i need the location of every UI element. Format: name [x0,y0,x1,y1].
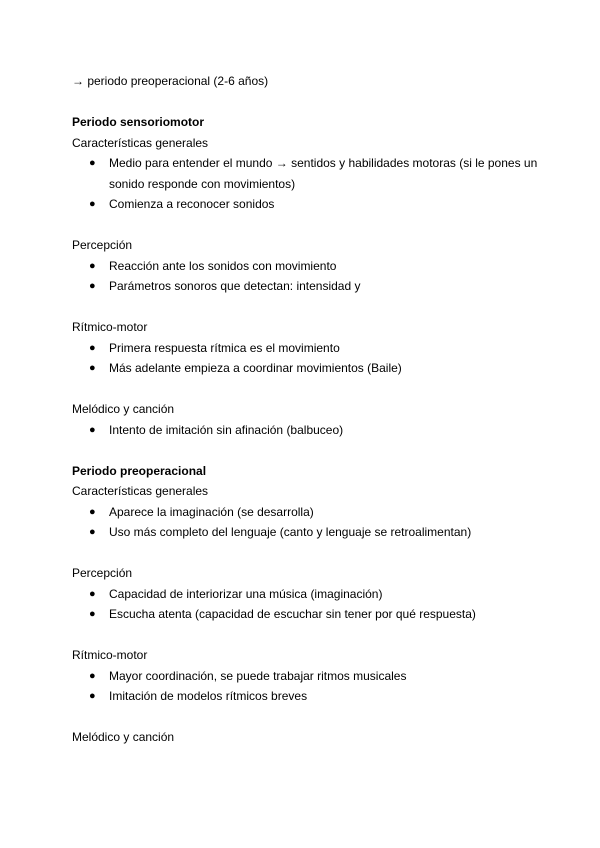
list-item-text: Mayor coordinación, se puede trabajar ritmos musicales [109,668,407,683]
spacer [72,92,572,113]
list-item-text: Intento de imitación sin afinación (balbuceo) [109,422,344,437]
bullet-list [72,338,572,379]
list-item [72,194,565,215]
section-heading: Rítmico-motor [72,648,148,662]
bullet-icon: ● [89,608,96,620]
bullet-icon: ● [89,587,96,600]
list-item-text: Imitación de modelos rítmicos breves [109,689,308,703]
spacer [72,543,572,564]
list-item [72,338,565,359]
list-item [72,276,565,297]
list-item-text: Reacción ante los sonidos con movimiento [109,258,337,273]
list-item-text: Más adelante empieza a coordinar movimientos (Baile) [109,361,402,375]
bullet-icon: ● [89,690,96,702]
section-heading: Melódico y canción [72,730,175,744]
document-page [72,71,572,748]
list-item-text: Aparece la imaginación (se desarrolla) [109,504,314,519]
spacer [72,379,572,400]
list-item [72,153,565,194]
list-item-text: Comienza a reconocer sonidos [109,197,275,211]
bullet-list [72,153,572,215]
list-item-text: Escucha atenta (capacidad de escuchar sin tener por qué respuesta) [109,607,476,621]
section-heading: Percepción [72,238,133,252]
period-title: Periodo sensoriomotor [72,115,205,129]
list-item [72,358,565,379]
list-item [72,256,565,277]
spacer [72,707,572,728]
list-item [72,522,565,543]
bullet-list [72,420,572,441]
list-item-text: Uso más completo del lenguaje (canto y lenguaje se retroalimentan) [109,525,472,539]
bullet-icon: ● [89,669,96,682]
bullet-icon: ● [89,341,96,354]
intro-line: → periodo preoperacional (2-6 años) [72,74,269,88]
section-heading: Percepción [72,566,133,580]
spacer [72,625,572,646]
section-heading: Características generales [72,135,209,150]
bullet-icon: ● [89,526,96,538]
list-item [72,420,565,441]
bullet-list [72,256,572,297]
list-item [72,604,565,625]
section-heading: Características generales [72,484,209,498]
list-item-text: Primera respuesta rítmica es el movimiento [109,340,340,355]
list-item [72,502,565,523]
bullet-icon: ● [89,280,96,292]
list-item [72,666,565,687]
section-heading: Rítmico-motor [72,320,148,334]
bullet-list [72,584,572,625]
list-item-text: Capacidad de interiorizar una música (imaginación) [109,586,383,601]
list-item-text: Medio para entender el mundo → sentidos y habilidades motoras (si le pones un sonido responde con movimientos) [109,156,538,191]
bullet-icon: ● [89,259,96,272]
bullet-icon: ● [89,505,96,518]
section-heading: Melódico y canción [72,402,175,416]
spacer [72,215,572,236]
bullet-icon: ● [89,157,96,169]
bullet-icon: ● [89,198,96,210]
spacer [72,440,572,461]
bullet-icon: ● [89,423,96,436]
bullet-list [72,502,572,543]
list-item [72,686,565,707]
bullet-list [72,666,572,707]
period-title: Periodo preoperacional [72,463,207,478]
spacer [72,297,572,318]
list-item-text: Parámetros sonoros que detectan: intensidad y [109,279,361,293]
list-item [72,584,565,605]
bullet-icon: ● [89,362,96,374]
